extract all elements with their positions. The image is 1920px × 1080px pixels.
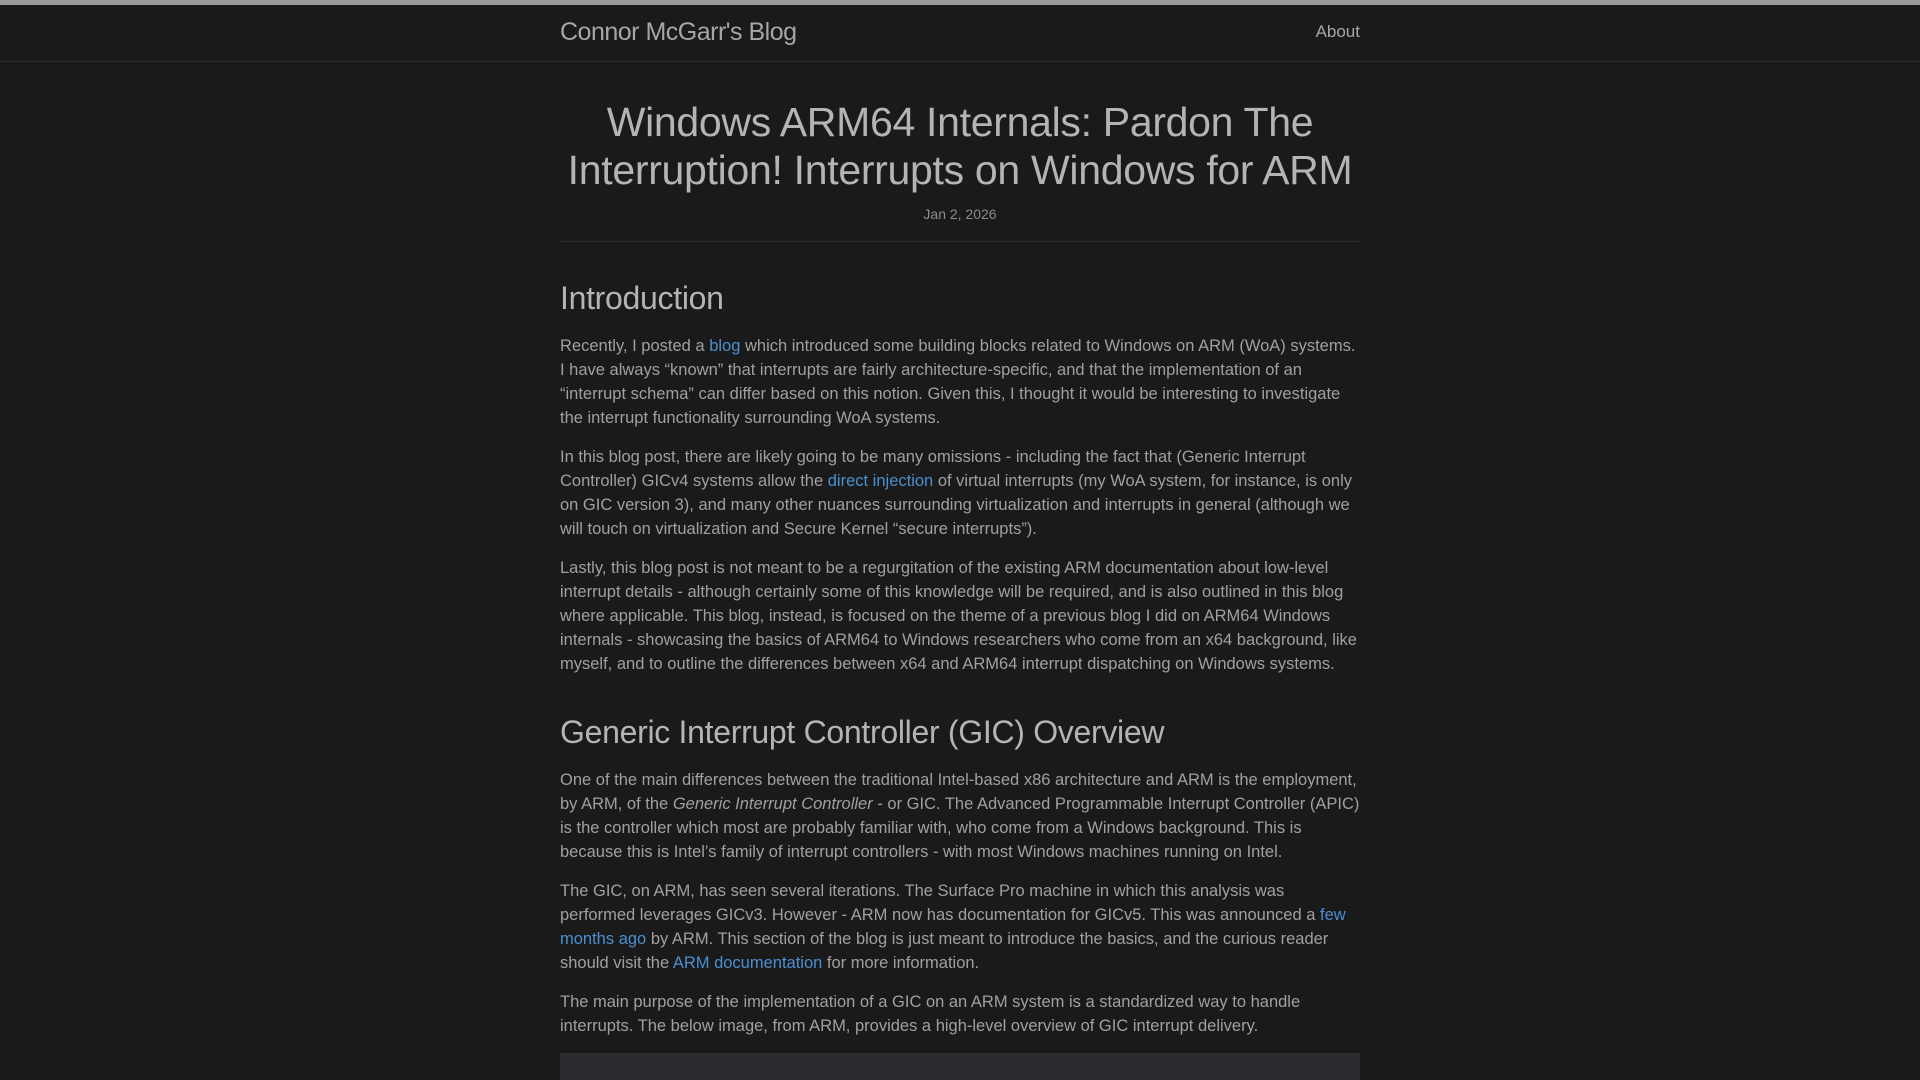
arm-documentation-link[interactable]: ARM documentation [672,954,823,972]
post-header [560,62,1360,242]
text: - or GIC. The Advanced Programmable Interrupt Controller (APIC) is the controller which most are probably familiar with, who come from a Windows background. This is because this is Intel’s family of interrupt controllers - with most Windows machines running on Intel. [560,795,1360,861]
post-content [560,242,1360,1080]
text: Recently, I posted a [560,337,710,355]
gic-paragraph-1 [560,768,1360,864]
site-title-link[interactable]: Connor McGarr's Blog [560,18,797,46]
text: The GIC, on ARM, has seen several iterations. The Surface Pro machine in which this analysis was performed leverages GICv3. However - ARM now has documentation for GICv5. This was announced a [560,882,1320,924]
post-date: Jan 2, 2026 [923,206,997,222]
gic-paragraph-3: The main purpose of the implementation of a GIC on an ARM system is a standardized way to handle interrupts. The below image, from ARM, provides a high-level overview of GIC interrupt delivery. [560,993,1301,1035]
nav-link-about[interactable]: About [1315,22,1360,41]
text: which introduced some building blocks related to Windows on ARM (WoA) systems. I have always “known” that interrupts are fairly architecture-specific, and that the implementation of an “interrupt schema” can differ based on this notion. Given this, I thought it would be interesting to investigate the interrupt functionality surrounding WoA systems. [560,337,1356,427]
intro-paragraph-2 [560,445,1360,541]
few-months-ago-link[interactable]: few months ago [560,906,1346,948]
blog-link[interactable]: blog [709,337,741,355]
text: of virtual interrupts (my WoA system, for instance, is only on GIC version 3), and many other nuances surrounding virtualization and interrupts in general (although we will touch on virtualization and Secure Kernel “secure interrupts”). [560,472,1352,538]
text: for more information. [822,954,980,972]
post-title: Windows ARM64 Internals: Pardon The Interruption! Interrupts on Windows for ARM [567,99,1353,193]
text: One of the main differences between the traditional Intel-based x86 architecture and ARM is the employment, by ARM, of the [560,771,1357,813]
text: by ARM. This section of the blog is just meant to introduce the basics, and the curious reader should visit the [560,930,1329,972]
heading-gic-overview: Generic Interrupt Controller (GIC) Overview [560,714,1165,750]
heading-introduction: Introduction [560,280,724,316]
site-nav [1316,22,1360,42]
gic-diagram-image [560,1053,1360,1080]
emphasis-gic: Generic Interrupt Controller [672,795,873,813]
intro-paragraph-1 [560,334,1360,430]
post [560,62,1360,1080]
intro-paragraph-3: Lastly, this blog post is not meant to be a regurgitation of the existing ARM documentation about low-level interrupt details - although certainly some of this knowledge will be required, and is also outlined in this blog where applicable. This blog, instead, is focused on the theme of a previous blog I did on ARM64 Windows internals - showcasing the basics of ARM64 to Windows researchers who come from an x64 background, like myself, and to outline the differences between x64 and ARM64 interrupt dispatching on Windows systems. [560,559,1357,673]
site-header [0,5,1920,62]
gic-paragraph-2 [560,879,1360,975]
text: In this blog post, there are likely going to be many omissions - including the fact that (Generic Interrupt Controller) GICv4 systems allow the [560,448,1306,490]
direct-injection-link[interactable]: direct injection [827,472,934,490]
